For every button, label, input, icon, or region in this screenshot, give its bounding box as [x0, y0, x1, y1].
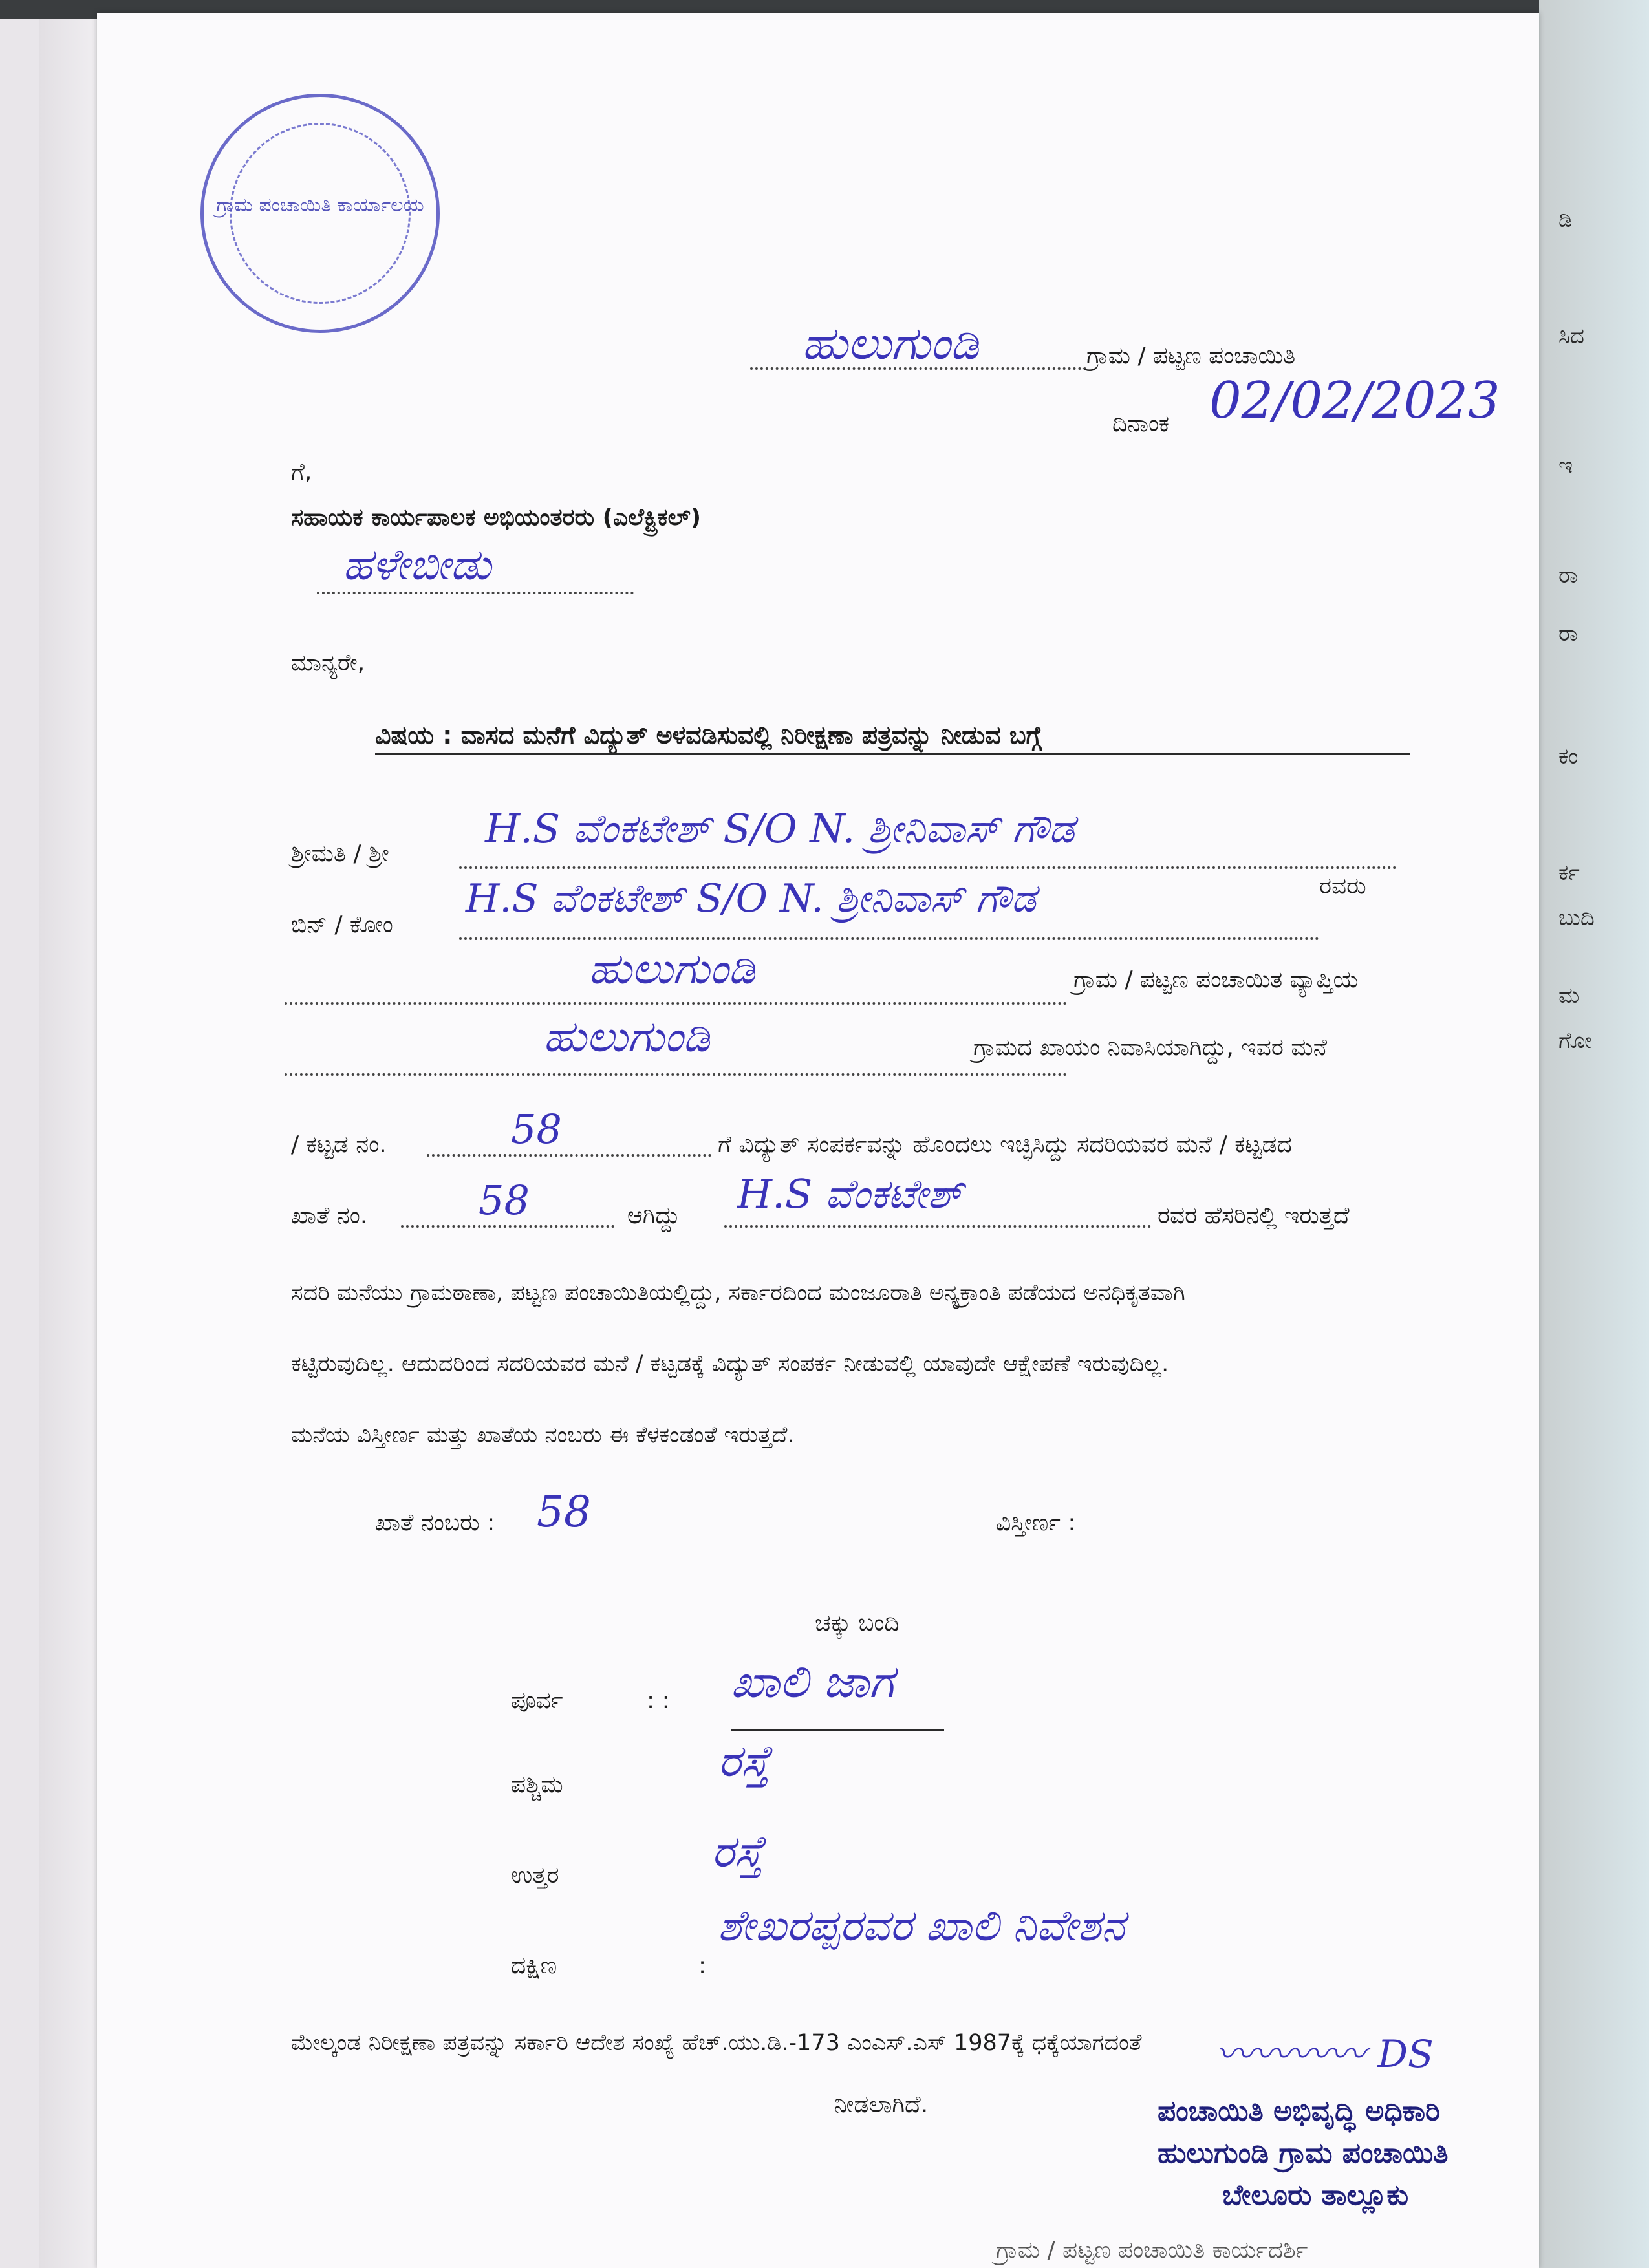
fragment-text: ಮ [1558, 983, 1580, 1009]
jurisdiction-text: ಗ್ರಾಮ / ಪಟ್ಟಣ ಪಂಚಾಯಿತ ವ್ಯಾಪ್ತಿಯ [1073, 967, 1359, 993]
secretary-line: ಗ್ರಾಮ / ಪಟ್ಟಣ ಪಂಚಾಯಿತಿ ಕಾರ್ಯದರ್ಶಿ [996, 2237, 1308, 2263]
name-dotted-line [459, 866, 1397, 869]
colon: : [698, 1952, 707, 1979]
resident-text: ಗ್ರಾಮದ ಖಾಯಂ ನಿವಾಸಿಯಾಗಿದ್ದು, ಇವರ ಮನೆ [973, 1034, 1328, 1061]
salutation: ಮಾನ್ಯರೇ, [291, 650, 365, 676]
village-name-3: ಹುಲುಗುಂಡಿ [543, 1012, 710, 1062]
owner-dotted [724, 1225, 1151, 1228]
ravara-label: ರವರು [1319, 873, 1366, 899]
khate-no-value: 58 [479, 1177, 530, 1224]
building-no-dotted [427, 1154, 711, 1157]
to-label: ಗೆ, [291, 459, 312, 486]
boundary-north-label: ಉತ್ತರ [511, 1862, 559, 1888]
bin-label: ಬಿನ್ / ಕೋಂ [291, 912, 393, 938]
signature-scribble: 〰〰〰〰 [1216, 2032, 1366, 2076]
place-dotted-line [317, 592, 634, 594]
boundary-south-label: ದಕ್ಷಿಣ [511, 1952, 557, 1979]
stamp-line-3: ಬೇಲೂರು ತಾಲ್ಲೂಕು [1222, 2179, 1409, 2212]
bin-dotted-line [459, 937, 1319, 940]
issued-text: ನೀಡಲಾಗಿದೆ. [834, 2091, 929, 2118]
order-line: ಮೇಲ್ಕಂಡ ನಿರೀಕ್ಷಣಾ ಪತ್ರವನ್ನು ಸರ್ಕಾರಿ ಆದೇಶ ಸಂಖ್ಯೆ ಹೆಚ್.ಯು.ಡಿ.-173 ಎಂಎಸ್.ಎಸ್ 1987ಕ್ಕೆ ಧಕ್ಕೆಯಾಗದಂತೆ [291, 2030, 1142, 2056]
agiddu-label: ಆಗಿದ್ದು [627, 1203, 680, 1229]
fragment-text: ಇ [1558, 453, 1573, 478]
officer-title: ಸಹಾಯಕ ಕಾರ್ಯಪಾಲಕ ಅಭಿಯಂತರರು (ಎಲೆಕ್ಟ್ರಿಕಲ್) [291, 504, 702, 531]
connection-text: ಗೆ ವಿದ್ಯುತ್ ಸಂಪರ್ಕವನ್ನು ಹೊಂದಲು ಇಚ್ಛಿಸಿದ್ದು ಸದರಿಯವರ ಮನೆ / ಕಟ್ಟಡದ [718, 1131, 1292, 1158]
owner-name: H.S ವೆಂಕಟೇಶ್ [737, 1170, 963, 1217]
fragment-text: ಸಿದ [1558, 323, 1585, 349]
subject-underline [375, 753, 1410, 755]
stamp-line-2: ಹುಲುಗುಂಡಿ ಗ್ರಾಮ ಪಂಚಾಯಿತಿ [1158, 2137, 1449, 2170]
applicant-name: H.S ವೆಂಕಟೇಶ್ S/O N. ಶ್ರೀನಿವಾಸ್ ಗೌಡ [485, 805, 1075, 852]
fragment-text: ಡಿ [1558, 207, 1573, 233]
boundary-east-label: ಪೂರ್ವ [511, 1687, 563, 1714]
fragment-text: ಗೋ [1558, 1028, 1592, 1054]
stamp-line-1: ಪಂಚಾಯಿತಿ ಅಭಿವೃದ್ಧಿ ಅಧಿಕಾರಿ [1158, 2095, 1441, 2128]
khate-no-label: ಖಾತೆ ನಂ. [291, 1203, 368, 1229]
adjacent-page [1539, 0, 1649, 2268]
boundary-west-value: ರಸ್ತೆ [718, 1736, 770, 1787]
signature-initials: DS [1377, 2032, 1434, 2076]
document-page [97, 13, 1539, 2268]
chakku-bandi-heading: ಚಕ್ಕು ಬಂದಿ [815, 1610, 900, 1636]
officer-signature [1216, 2024, 1434, 2078]
area-label: ವಿಸ್ತೀರ್ಣ : [996, 1510, 1076, 1536]
village-line-dotted-2 [285, 1073, 1067, 1076]
village-name-handwritten: ಹುಲುಗುಂಡಿ [802, 317, 979, 370]
date-value: 02/02/2023 [1209, 372, 1500, 430]
fragment-text: ಕಂ [1558, 744, 1579, 769]
boundary-east-underline [731, 1729, 944, 1731]
fragment-text: ರಾ [1558, 621, 1578, 647]
khate-numbers-value: 58 [537, 1487, 591, 1537]
boundary-west-label: ಪಶ್ಚಿಮ [511, 1771, 563, 1798]
colon: : : [647, 1687, 670, 1714]
place-handwritten: ಹಳೇಬೀಡು [343, 540, 491, 590]
paragraph-3: ಮನೆಯ ವಿಸ್ತೀರ್ಣ ಮತ್ತು ಖಾತೆಯ ನಂಬರು ಈ ಕೆಳಕಂಡಂತೆ ಇರುತ್ತದೆ. [291, 1422, 795, 1448]
fragment-text: ರ್ಕ [1558, 860, 1580, 886]
subject-line: ವಿಷಯ : ವಾಸದ ಮನೆಗೆ ವಿದ್ಯುತ್ ಅಳವಡಿಸುವಲ್ಲಿ ನಿರೀಕ್ಷಣಾ ಪತ್ರವನ್ನು ನೀಡುವ ಬಗ್ಗೆ [375, 721, 1042, 749]
date-label: ದಿನಾಂಕ [1112, 411, 1170, 437]
boundary-north-value: ರಸ್ತೆ [711, 1826, 764, 1878]
fragment-text: ರಾ [1558, 562, 1578, 588]
boundary-east-value: ಖಾಲಿ ಜಾಗ [731, 1655, 894, 1708]
office-seal [200, 94, 440, 333]
paragraph-1: ಸದರಿ ಮನೆಯು ಗ್ರಾಮಠಾಣಾ, ಪಟ್ಟಣ ಪಂಚಾಯಿತಿಯಲ್ಲಿದ್ದು, ಸರ್ಕಾರದಿಂದ ಮಂಜೂರಾತಿ ಅನ್ಯಕ್ರಾಂತಿ ಪಡೆಯದ ಅನಧಿಕೃತವಾಗಿ [291, 1280, 1185, 1306]
paragraph-2: ಕಟ್ಟಿರುವುದಿಲ್ಲ. ಆದುದರಿಂದ ಸದರಿಯವರ ಮನೆ / ಕಟ್ಟಡಕ್ಕೆ ವಿದ್ಯುತ್ ಸಂಪರ್ಕ ನೀಡುವಲ್ಲಿ ಯಾವುದೇ ಆಕ್ಷೇಪಣೆ ಇರುವುದಿಲ್ಲ. [291, 1351, 1169, 1377]
building-no-label: / ಕಟ್ಟಡ ನಂ. [291, 1131, 387, 1158]
owner-text: ರವರ ಹೆಸರಿನಲ್ಲಿ ಇರುತ್ತದೆ [1158, 1203, 1350, 1229]
panchayat-label: ಗ್ರಾಮ / ಪಟ್ಟಣ ಪಂಚಾಯಿತಿ [1086, 343, 1296, 369]
village-name-2: ಹುಲುಗುಂಡಿ [588, 944, 755, 994]
seal-text: ಗ್ರಾಮ ಪಂಚಾಯಿತಿ ಕಾರ್ಯಾಲಯ [216, 194, 424, 217]
boundary-south-value: ಶೇಖರಪ್ಪರವರ ಖಾಲಿ ನಿವೇಶನ [718, 1901, 1125, 1951]
fragment-text: ಬುದಿ [1558, 905, 1595, 931]
father-name: H.S ವೆಂಕಟೇಶ್ S/O N. ಶ್ರೀನಿವಾಸ್ ಗೌಡ [466, 876, 1037, 921]
khate-no-dotted [401, 1225, 614, 1228]
shrimati-label: ಶ್ರೀಮತಿ / ಶ್ರೀ [291, 840, 389, 867]
building-no-value: 58 [511, 1106, 562, 1153]
village-line-dotted [285, 1002, 1067, 1005]
khate-numbers-label: ಖಾತೆ ನಂಬರು : [375, 1510, 495, 1536]
